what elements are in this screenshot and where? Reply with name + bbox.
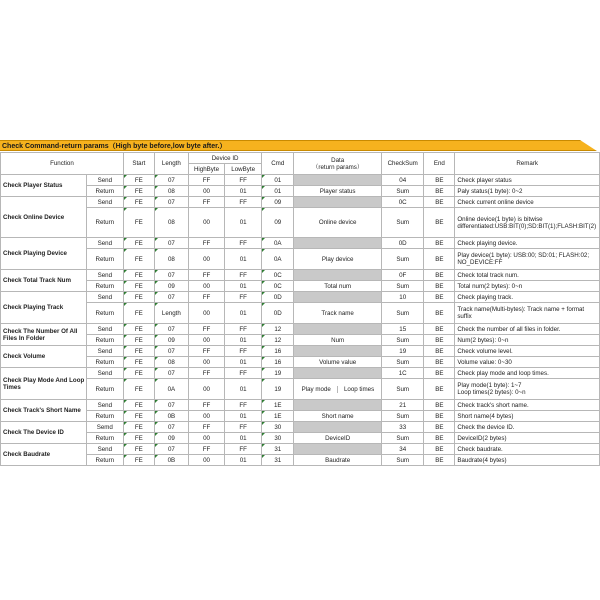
data-cell	[294, 324, 382, 335]
cmd-cell: 12	[262, 335, 294, 346]
length-cell: 07	[154, 444, 188, 455]
data-cell: Online device	[294, 208, 382, 238]
header-high-byte: HighByte	[188, 164, 224, 175]
start-cell: FE	[123, 270, 154, 281]
remark-cell: Check the device ID.	[455, 422, 600, 433]
end-cell: BE	[424, 346, 455, 357]
low-byte-cell: 01	[225, 186, 262, 197]
length-cell: 0A	[154, 379, 188, 400]
checksum-cell: 1C	[382, 368, 424, 379]
cmd-cell: 31	[262, 455, 294, 466]
command-sheet	[0, 140, 600, 463]
high-byte-cell: 00	[188, 335, 224, 346]
high-byte-cell: FF	[188, 238, 224, 249]
high-byte-cell: FF	[188, 292, 224, 303]
start-cell: FE	[123, 303, 154, 324]
data-cell	[294, 197, 382, 208]
end-cell: BE	[424, 238, 455, 249]
direction-cell: Send	[86, 368, 123, 379]
checksum-cell: 19	[382, 346, 424, 357]
header-function: Function	[1, 153, 124, 175]
start-cell: FE	[123, 238, 154, 249]
table-row	[1, 197, 600, 208]
cmd-cell: 0D	[262, 303, 294, 324]
table-row	[1, 186, 600, 197]
data-cell	[294, 368, 382, 379]
data-cell: Total num	[294, 281, 382, 292]
start-cell: FE	[123, 444, 154, 455]
data-cell	[294, 175, 382, 186]
high-byte-cell: FF	[188, 175, 224, 186]
data-cell: Track name	[294, 303, 382, 324]
data-cell	[294, 346, 382, 357]
table-row	[1, 444, 600, 455]
checksum-cell: Sum	[382, 335, 424, 346]
length-cell: 07	[154, 422, 188, 433]
table-row	[1, 292, 600, 303]
table-row	[1, 422, 600, 433]
remark-cell: Play device(1 byte): USB:00; SD:01; FLASH:02; NO_DEVICE:FF	[455, 249, 600, 270]
cmd-cell: 0C	[262, 281, 294, 292]
remark-cell: Check track's short name.	[455, 400, 600, 411]
cmd-cell: 19	[262, 368, 294, 379]
direction-cell: Return	[86, 303, 123, 324]
remark-cell: Baudrate(4 bytes)	[455, 455, 600, 466]
checksum-cell: 0F	[382, 270, 424, 281]
function-name: Check Play Mode And Loop Times	[1, 368, 87, 400]
checksum-cell: Sum	[382, 249, 424, 270]
length-cell: 08	[154, 186, 188, 197]
checksum-cell: 21	[382, 400, 424, 411]
direction-cell: Return	[86, 357, 123, 368]
remark-cell: Total num(2 bytes): 0~n	[455, 281, 600, 292]
table-row	[1, 208, 600, 238]
remark-cell: Track name(Multi-bytes): Track name + format suffix	[455, 303, 600, 324]
length-cell: 09	[154, 433, 188, 444]
table-row	[1, 281, 600, 292]
table-row	[1, 357, 600, 368]
header-data: Data （return params）	[294, 153, 382, 175]
data-cell: Play device	[294, 249, 382, 270]
length-cell: 07	[154, 270, 188, 281]
start-cell: FE	[123, 411, 154, 422]
low-byte-cell: FF	[225, 400, 262, 411]
direction-cell: Return	[86, 281, 123, 292]
data-cell	[294, 422, 382, 433]
data-cell: Num	[294, 335, 382, 346]
start-cell: FE	[123, 324, 154, 335]
high-byte-cell: 00	[188, 281, 224, 292]
header-start: Start	[123, 153, 154, 175]
checksum-cell: 33	[382, 422, 424, 433]
direction-cell: Send	[86, 270, 123, 281]
length-cell: 07	[154, 292, 188, 303]
high-byte-cell: 00	[188, 379, 224, 400]
command-table	[0, 152, 600, 466]
low-byte-cell: 01	[225, 281, 262, 292]
low-byte-cell: 01	[225, 303, 262, 324]
remark-cell: Check player status	[455, 175, 600, 186]
data-cell: Short name	[294, 411, 382, 422]
table-row	[1, 411, 600, 422]
high-byte-cell: FF	[188, 270, 224, 281]
data-cell	[294, 238, 382, 249]
cmd-cell: 01	[262, 186, 294, 197]
end-cell: BE	[424, 400, 455, 411]
remark-cell: Check playing track.	[455, 292, 600, 303]
start-cell: FE	[123, 335, 154, 346]
function-name: Check Playing Track	[1, 292, 87, 324]
low-byte-cell: FF	[225, 444, 262, 455]
remark-cell: Volume value: 0~30	[455, 357, 600, 368]
end-cell: BE	[424, 444, 455, 455]
cmd-cell: 0C	[262, 270, 294, 281]
table-row	[1, 346, 600, 357]
direction-cell: Return	[86, 379, 123, 400]
checksum-cell: 10	[382, 292, 424, 303]
low-byte-cell: 01	[225, 455, 262, 466]
low-byte-cell: 01	[225, 208, 262, 238]
low-byte-cell: 01	[225, 335, 262, 346]
remark-cell: Check playing device.	[455, 238, 600, 249]
direction-cell: Semd	[86, 422, 123, 433]
table-row	[1, 175, 600, 186]
remark-cell: Check the number of all files in folder.	[455, 324, 600, 335]
direction-cell: Send	[86, 292, 123, 303]
checksum-cell: Sum	[382, 186, 424, 197]
function-name: Check Total Track Num	[1, 270, 87, 292]
data-cell	[294, 292, 382, 303]
direction-cell: Send	[86, 444, 123, 455]
start-cell: FE	[123, 346, 154, 357]
low-byte-cell: 01	[225, 433, 262, 444]
low-byte-cell: FF	[225, 324, 262, 335]
direction-cell: Return	[86, 411, 123, 422]
table-row	[1, 368, 600, 379]
cmd-cell: 1E	[262, 400, 294, 411]
end-cell: BE	[424, 208, 455, 238]
length-cell: 0B	[154, 411, 188, 422]
data-cell	[294, 379, 382, 400]
cmd-cell: 09	[262, 197, 294, 208]
data-cell: Player status	[294, 186, 382, 197]
data-cell: Volume value	[294, 357, 382, 368]
table-row	[1, 238, 600, 249]
end-cell: BE	[424, 455, 455, 466]
end-cell: BE	[424, 357, 455, 368]
high-byte-cell: 00	[188, 249, 224, 270]
cmd-cell: 1E	[262, 411, 294, 422]
start-cell: FE	[123, 422, 154, 433]
high-byte-cell: 00	[188, 433, 224, 444]
low-byte-cell: FF	[225, 238, 262, 249]
end-cell: BE	[424, 292, 455, 303]
start-cell: FE	[123, 208, 154, 238]
length-cell: 08	[154, 357, 188, 368]
cmd-cell: 19	[262, 379, 294, 400]
low-byte-cell: 01	[225, 357, 262, 368]
checksum-cell: 0D	[382, 238, 424, 249]
length-cell: 07	[154, 324, 188, 335]
high-byte-cell: FF	[188, 346, 224, 357]
length-cell: 09	[154, 281, 188, 292]
remark-cell: Paly status(1 byte): 0~2	[455, 186, 600, 197]
high-byte-cell: 00	[188, 303, 224, 324]
checksum-cell: Sum	[382, 379, 424, 400]
table-row	[1, 249, 600, 270]
checksum-cell: 0C	[382, 197, 424, 208]
function-name: Check The Device ID	[1, 422, 87, 444]
sheet-title: Check Command-return params（High byte before,low byte after.）	[0, 140, 600, 151]
direction-cell: Return	[86, 249, 123, 270]
length-cell: 08	[154, 249, 188, 270]
high-byte-cell: FF	[188, 368, 224, 379]
end-cell: BE	[424, 175, 455, 186]
cmd-cell: 0A	[262, 238, 294, 249]
data-cell: DeviceID	[294, 433, 382, 444]
direction-cell: Return	[86, 335, 123, 346]
length-cell: 07	[154, 238, 188, 249]
remark-cell: Short name(4 bytes)	[455, 411, 600, 422]
cmd-cell: 09	[262, 208, 294, 238]
loop-times-label: Loop times	[337, 386, 380, 393]
direction-cell: Send	[86, 175, 123, 186]
low-byte-cell: FF	[225, 197, 262, 208]
end-cell: BE	[424, 335, 455, 346]
checksum-cell: Sum	[382, 281, 424, 292]
high-byte-cell: FF	[188, 324, 224, 335]
checksum-cell: Sum	[382, 411, 424, 422]
start-cell: FE	[123, 197, 154, 208]
start-cell: FE	[123, 400, 154, 411]
table-row	[1, 324, 600, 335]
table-row	[1, 270, 600, 281]
length-cell: 07	[154, 197, 188, 208]
checksum-cell: 04	[382, 175, 424, 186]
table-row	[1, 455, 600, 466]
start-cell: FE	[123, 186, 154, 197]
end-cell: BE	[424, 379, 455, 400]
checksum-cell: Sum	[382, 357, 424, 368]
end-cell: BE	[424, 324, 455, 335]
header-end: End	[424, 153, 455, 175]
end-cell: BE	[424, 186, 455, 197]
end-cell: BE	[424, 281, 455, 292]
direction-cell: Send	[86, 238, 123, 249]
checksum-cell: Sum	[382, 303, 424, 324]
remark-cell: Play mode(1 byte): 1~7 Loop times(2 bytes): 0~n	[455, 379, 600, 400]
length-cell: 09	[154, 335, 188, 346]
high-byte-cell: FF	[188, 444, 224, 455]
high-byte-cell: 00	[188, 186, 224, 197]
cmd-cell: 31	[262, 444, 294, 455]
low-byte-cell: FF	[225, 346, 262, 357]
remark-cell: Online device(1 byte) is bitwise differentiated:USB:BIT(0);SD:BIT(1);FLASH:BIT(2)	[455, 208, 600, 238]
data-split	[295, 386, 380, 393]
low-byte-cell: FF	[225, 368, 262, 379]
function-name: Check The Number Of All Files In Folder	[1, 324, 87, 346]
high-byte-cell: FF	[188, 197, 224, 208]
remark-cell: Check play mode and loop times.	[455, 368, 600, 379]
low-byte-cell: FF	[225, 422, 262, 433]
direction-cell: Return	[86, 433, 123, 444]
data-cell: Baudrate	[294, 455, 382, 466]
low-byte-cell: 01	[225, 379, 262, 400]
high-byte-cell: FF	[188, 422, 224, 433]
table-row	[1, 379, 600, 400]
data-cell	[294, 444, 382, 455]
cmd-cell: 0A	[262, 249, 294, 270]
start-cell: FE	[123, 379, 154, 400]
header-device-id: Device ID	[188, 153, 261, 164]
high-byte-cell: 00	[188, 208, 224, 238]
high-byte-cell: 00	[188, 455, 224, 466]
remark-cell: Check baudrate.	[455, 444, 600, 455]
cmd-cell: 01	[262, 175, 294, 186]
start-cell: FE	[123, 368, 154, 379]
length-cell: 07	[154, 175, 188, 186]
table-row	[1, 433, 600, 444]
start-cell: FE	[123, 357, 154, 368]
function-name: Check Online Device	[1, 197, 87, 238]
low-byte-cell: 01	[225, 249, 262, 270]
start-cell: FE	[123, 455, 154, 466]
low-byte-cell: 01	[225, 411, 262, 422]
cmd-cell: 12	[262, 324, 294, 335]
length-cell: 08	[154, 208, 188, 238]
function-name: Check Playing Device	[1, 238, 87, 270]
cmd-cell: 0D	[262, 292, 294, 303]
header-length: Length	[154, 153, 188, 175]
function-name: Check Player Status	[1, 175, 87, 197]
remark-cell: Check volume level.	[455, 346, 600, 357]
end-cell: BE	[424, 197, 455, 208]
data-cell	[294, 400, 382, 411]
end-cell: BE	[424, 422, 455, 433]
high-byte-cell: FF	[188, 400, 224, 411]
length-cell: 07	[154, 400, 188, 411]
command-table-body	[1, 175, 600, 466]
checksum-cell: Sum	[382, 208, 424, 238]
direction-cell: Return	[86, 455, 123, 466]
remark-cell: Num(2 bytes): 0~n	[455, 335, 600, 346]
function-name: Check Volume	[1, 346, 87, 368]
checksum-cell: Sum	[382, 455, 424, 466]
remark-cell: Check current online device	[455, 197, 600, 208]
length-cell: 07	[154, 368, 188, 379]
length-cell: 0B	[154, 455, 188, 466]
remark-cell: Check total track num.	[455, 270, 600, 281]
remark-cell: DeviceID(2 bytes)	[455, 433, 600, 444]
table-row	[1, 335, 600, 346]
end-cell: BE	[424, 411, 455, 422]
function-name: Check Track's Short Name	[1, 400, 87, 422]
header-cmd: Cmd	[262, 153, 294, 175]
start-cell: FE	[123, 249, 154, 270]
high-byte-cell: 00	[188, 357, 224, 368]
cmd-cell: 30	[262, 422, 294, 433]
table-row	[1, 303, 600, 324]
header-remark: Remark	[455, 153, 600, 175]
length-cell: Length	[154, 303, 188, 324]
function-name: Check Baudrate	[1, 444, 87, 466]
length-cell: 07	[154, 346, 188, 357]
header-checksum: CheckSum	[382, 153, 424, 175]
direction-cell: Return	[86, 186, 123, 197]
start-cell: FE	[123, 292, 154, 303]
end-cell: BE	[424, 303, 455, 324]
direction-cell: Send	[86, 324, 123, 335]
high-byte-cell: 00	[188, 411, 224, 422]
header-row-1	[1, 153, 600, 164]
end-cell: BE	[424, 368, 455, 379]
end-cell: BE	[424, 433, 455, 444]
direction-cell: Send	[86, 400, 123, 411]
play-mode-label: Play mode	[301, 385, 331, 393]
direction-cell: Return	[86, 208, 123, 238]
table-row	[1, 400, 600, 411]
end-cell: BE	[424, 270, 455, 281]
low-byte-cell: FF	[225, 270, 262, 281]
direction-cell: Send	[86, 346, 123, 357]
direction-cell: Send	[86, 197, 123, 208]
data-cell	[294, 270, 382, 281]
checksum-cell: 15	[382, 324, 424, 335]
end-cell: BE	[424, 249, 455, 270]
start-cell: FE	[123, 175, 154, 186]
checksum-cell: 34	[382, 444, 424, 455]
cmd-cell: 30	[262, 433, 294, 444]
low-byte-cell: FF	[225, 175, 262, 186]
cmd-cell: 16	[262, 346, 294, 357]
cmd-cell: 16	[262, 357, 294, 368]
start-cell: FE	[123, 433, 154, 444]
low-byte-cell: FF	[225, 292, 262, 303]
checksum-cell: Sum	[382, 433, 424, 444]
start-cell: FE	[123, 281, 154, 292]
header-low-byte: LowByte	[225, 164, 262, 175]
